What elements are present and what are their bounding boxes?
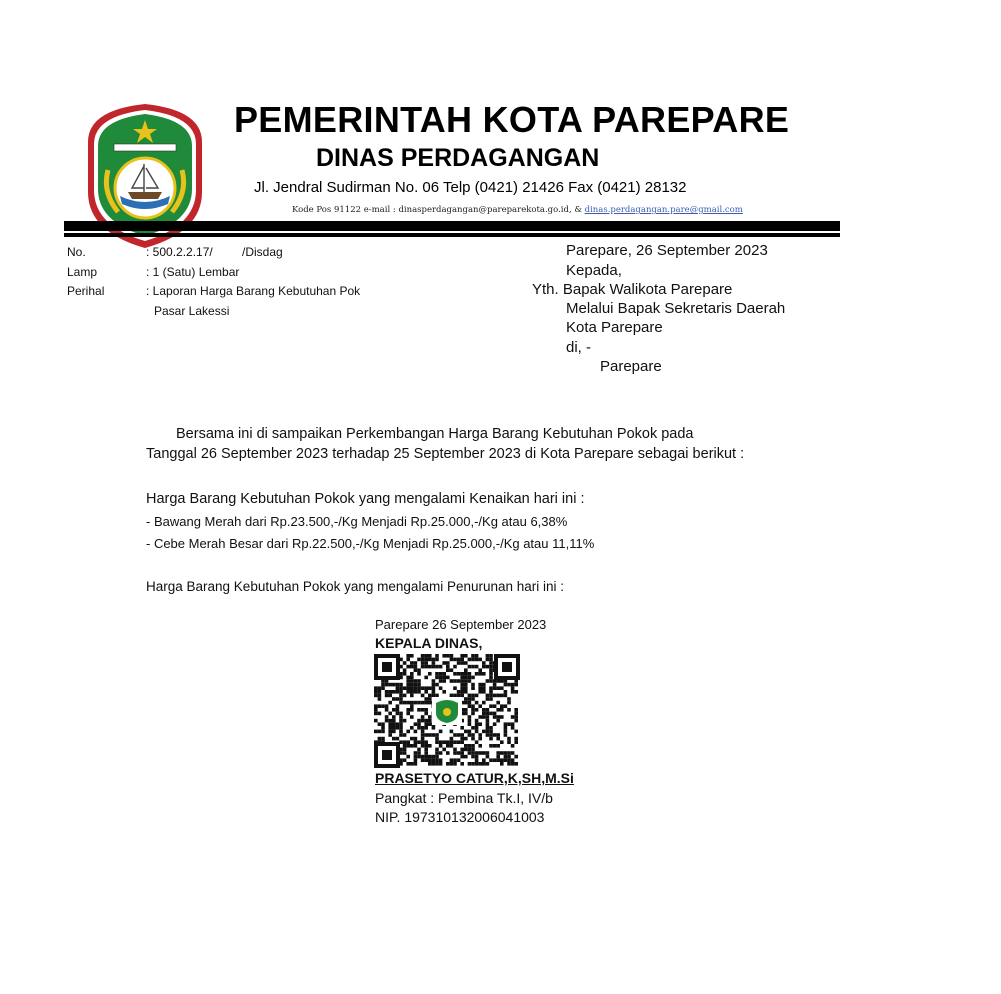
department-name: DINAS PERDAGANGAN [316, 144, 600, 172]
perihal-label: Perihal [67, 284, 105, 298]
recipient-via: Melalui Bapak Sekretaris Daerah [566, 300, 786, 317]
intro-line-2: Tanggal 26 September 2023 terhadap 25 September 2023 di Kota Parepare sebagai berikut : [146, 446, 745, 462]
contact-text: Kode Pos 91122 e-mail : dinasperdagangan@pareparekota.go.id, & [292, 205, 585, 215]
header-divider-thick [64, 221, 840, 231]
letter-date: Parepare, 26 September 2023 [566, 242, 768, 259]
email-link[interactable]: dinas.perdagangan.pare@gmail.com [584, 205, 743, 215]
letterhead-contact [292, 205, 743, 215]
recipient-city: Parepare [600, 358, 662, 375]
signature-position: KEPALA DINAS, [375, 635, 483, 651]
increase-heading: Harga Barang Kebutuhan Pokok yang mengalami Kenaikan hari ini : [146, 491, 585, 507]
signature-date: Parepare 26 September 2023 [375, 617, 547, 632]
perihal-value: : Laporan Harga Barang Kebutuhan Pok [146, 284, 361, 298]
signatory-rank: Pangkat : Pembina Tk.I, IV/b [375, 790, 553, 806]
kepada-label: Kepada, [566, 262, 622, 279]
lamp-value: : 1 (Satu) Lembar [146, 265, 240, 279]
qr-code-icon[interactable] [374, 654, 520, 768]
decrease-heading: Harga Barang Kebutuhan Pokok yang mengalami Penurunan hari ini : [146, 579, 565, 594]
header-divider-thin [64, 233, 840, 237]
signatory-name: PRASETYO CATUR,K,SH,M.Si [375, 770, 574, 786]
signatory-nip: NIP. 197310132006041003 [375, 809, 545, 825]
perihal-value-continued: Pasar Lakessi [154, 304, 230, 318]
list-item: - Bawang Merah dari Rp.23.500,-/Kg Menjadi Rp.25.000,-/Kg atau 6,38% [146, 514, 568, 529]
intro-line-1: Bersama ini di sampaikan Perkembangan Harga Barang Kebutuhan Pokok pada [176, 426, 694, 442]
lamp-label: Lamp [67, 265, 98, 279]
recipient-di: di, - [566, 339, 592, 356]
recipient-name: Yth. Bapak Walikota Parepare [532, 281, 733, 298]
list-item: - Cebe Merah Besar dari Rp.22.500,-/Kg Menjadi Rp.25.000,-/Kg atau 11,11% [146, 536, 595, 551]
recipient-city-office: Kota Parepare [566, 319, 663, 336]
nomor-label: No. [67, 245, 86, 259]
nomor-value: : 500.2.2.17/ [146, 245, 213, 259]
letterhead-address: Jl. Jendral Sudirman No. 06 Telp (0421) 21426 Fax (0421) 28132 [254, 179, 687, 196]
letterhead-title: PEMERINTAH KOTA PAREPARE [234, 99, 790, 140]
nomor-suffix: /Disdag [242, 245, 283, 259]
